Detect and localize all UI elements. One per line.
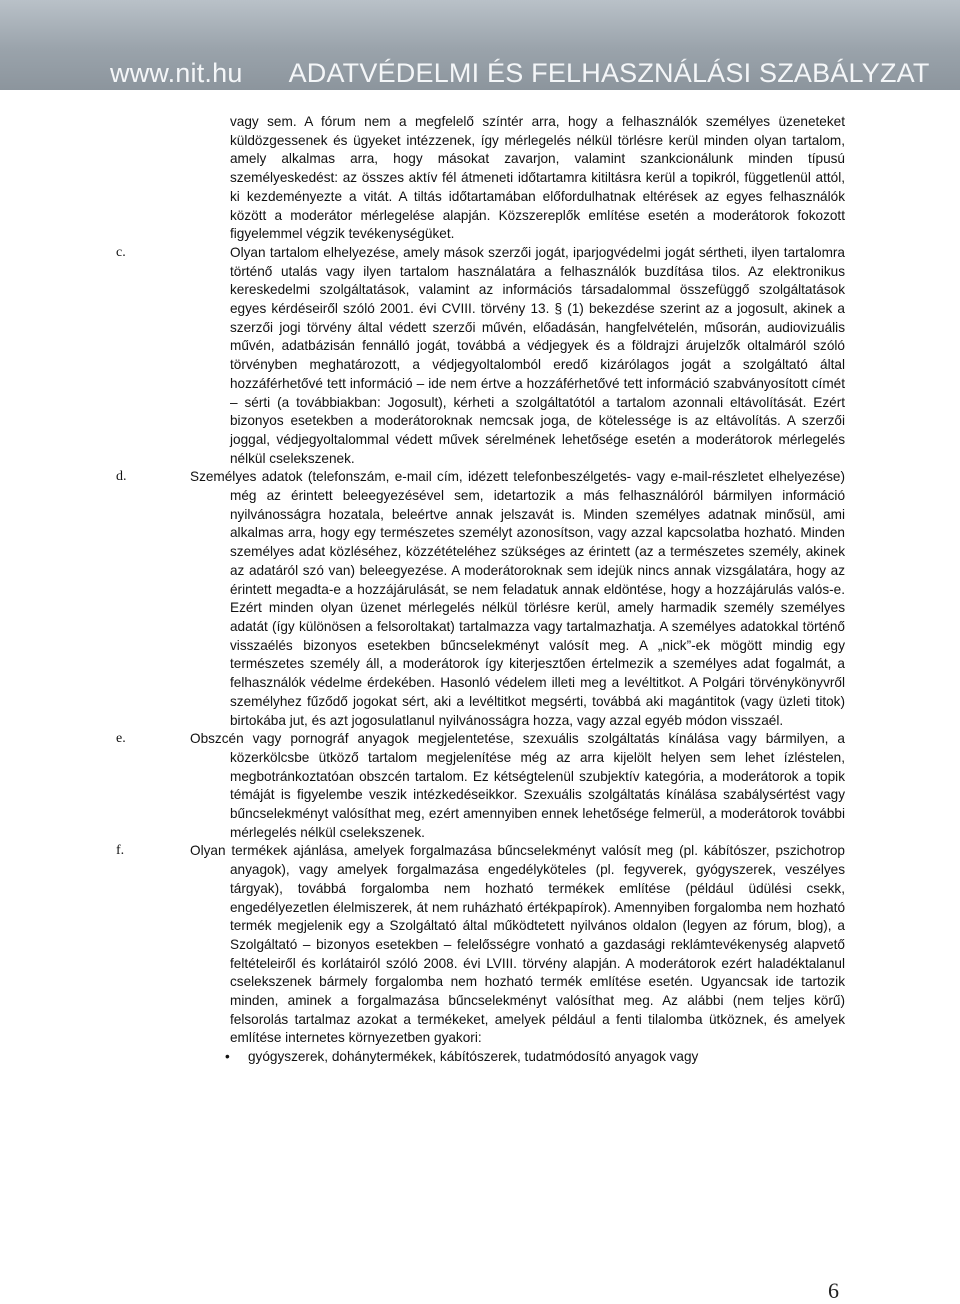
- bullet-icon: •: [225, 1049, 230, 1065]
- intro-paragraph: vagy sem. A fórum nem a megfelelő színtér arra, hogy a felhasználók személyes üzeneteket küldözgessenek és ügyeket intézzenek, így mérlegelés nélkül törlésre kerül minden olyan tartalom, amely alkalmas arra, hogy másokat zavarjon, valamint szankcionálunk minden típusú személyeskedést: az összes aktív fél átmeneti időtartamra kitiltásra kerül a topikról, függetlenül attól, ki kezdeményezte a vitát. A tiltás időtartamában előfordulhatnak eltérések az egyes felhasználók között a moderátor mérlegelése alapján. Közszereplők említése esetén a moderátorok fokozott figyelemmel végzik tevékenységüket.: [230, 114, 845, 242]
- page-number: 6: [828, 1278, 839, 1303]
- bullet-text: gyógyszerek, dohánytermékek, kábítószerek, tudatmódosító anyagok vagy: [248, 1049, 699, 1065]
- list-item-letter: e.: [116, 731, 126, 747]
- list-item-d: [116, 468, 845, 730]
- list-item-text-content: Olyan termékek ajánlása, amelyek forgalmazása bűncselekményt valósít meg (pl. kábítószer, pszichotrop anyagok), vagy amelyek forgalmazása engedélyköteles (pl. fegyverek, gyógyszerek, veszélyes tárgyak), továbbá forgalomba nem hozható termékek említése (például üdülési csekk, engedélyezetlen élelmiszerek, át nem ruházható értékpapírok). Amennyiben forgalomba nem hozható termék megjelenik egy a Szolgáltató által működtetett nyilvános oldalon (legyen az fórum, blog), a Szolgáltató – bizonyos esetekben – felelősségre vonható a gazdasági reklámtevékenység alapvető feltételeiről és korlátairól szóló 2008. évi LVIII. törvény alapján. A moderátorok ezért haladéktalanul cselekszenek bármely forgalomba nem hozható termék említése esetén. Ugyancsak ide tartozik minden, aminek a forgalmazása bűncselekményt valósíthat meg. Az alábbi (nem teljes körű) felsorolás tartalmaz azokat a termékeket, amelyek például a fenti tilalomba ütköznek, és amelyek említése internetes környezetben gyakori:: [190, 843, 845, 1046]
- list-item-text: [190, 730, 845, 842]
- site-url: www.nit.hu: [110, 58, 243, 88]
- document-title: ADATVÉDELMI ÉS FELHASZNÁLÁSI SZABÁLYZAT: [288, 58, 930, 88]
- header-text: [110, 58, 930, 89]
- list-item-text: [190, 468, 845, 730]
- list-item-letter: c.: [116, 244, 126, 260]
- bullet-item: [225, 1048, 845, 1067]
- list-item-text-content: Olyan tartalom elhelyezése, amely mások szerzői jogát, iparjogvédelmi jogát sértheti, ilyen tartalomra történő utalás vagy ilyen tartalom használatára a felhasználók buzdítása tilos. Az elektronikus kereskedelmi szolgáltatások, valamint az információs társadalommal összefüggő szolgáltatások egyes kérdéseiről szóló 2001. évi CVIII. törvény 13. § (1) bekezdése szerint az a jogosult, akinek a szerzői jogi törvény által védett szerzői művén, előadásán, hangfelvételén, műsorán, audiovizuális művén, adatbázisán fennálló jogát, továbbá a védjegyek és a földrajzi árujelzők oltalmáról szóló törvényben meghatározott, a védjegyoltalomból eredő kizárólagos jogát a szolgáltató által hozzáférhetővé tett információ – ide nem értve a hozzáférhetővé tett információ szabványosított címét – sérti (a továbbiakban: Jogosult), kérheti a szolgáltatótól a tartalom azonnali eltávolítását. Ezért bizonyos esetekben a moderátoroknak nemcsak joga, de kötelessége is az eltávolítás. A szerzői joggal, védjegyoltalommal védett művek sérelmének lehetősége esetén a moderátorok mérlegelés nélkül cselekszenek.: [230, 244, 845, 466]
- document-body: [116, 113, 845, 1067]
- list-item-text: [190, 244, 845, 468]
- list-item-c: [116, 244, 845, 468]
- list-item-text-content: Személyes adatok (telefonszám, e-mail cím, idézett telefonbeszélgetés- vagy e-mail-részletet elhelyezése) még az érintett beleegyezésével sem, idetartozik a más felhasználóról bármilyen információ nyilvánosságra hozatala, beleértve annak jelszavát is. Minden személyes adatnak minősül, ami alkalmas arra, hogy egy természetes személyt azonosítson, vagy azzal kapcsolatba hozható. Minden személyes adat közléséhez, közzétételéhez szükséges az érintett (az a természetes személy, akinek az adatáról szó van) beleegyezése. A moderátoroknak sem idejük nincs annak vizsgálatára, hogy az érintett megadta-e a hozzájárulását, se nem feladatuk annak eldöntése, hogy a hozzájárulás valós-e. Ezért minden olyan üzenet mérlegelés nélkül törlésre kerül, amely harmadik személy személyes adatát (így különösen a felsoroltakat) tartalmazza vagy tartalmazhatja. A személyes adatokkal történő visszaélés bizonyos esetekben bűncselekményt valósít meg. A „nick”-ek mögött mindig egy természetes személy áll, a moderátorok így kiterjesztően értelmezik a személyes adat fogalmát, a felhasználók védelme érdekében. Hasonló védelem illeti meg a levéltitkot. A Polgári törvénykönyvről személyhez fűződő jogokat sért, aki a levéltitkot megsérti, továbbá aki magántitok (vagy üzleti titok) birtokába jut, és azt jogosulatlanul nyilvánosságra hozza, vagy azzal egyéb módon visszaél.: [190, 469, 845, 728]
- list-item-text: [190, 842, 845, 1048]
- list-item-e: [116, 730, 845, 842]
- list-item-letter: f.: [116, 843, 125, 859]
- page-header-banner: [0, 0, 960, 90]
- list-item-letter: d.: [116, 469, 127, 485]
- list-item-f: [116, 842, 845, 1048]
- list-item-text-content: Obszcén vagy pornográf anyagok megjelentetése, szexuális szolgáltatás kínálása vagy bármilyen, a közerkölcsbe ütköző tartalom megjelenítése még az arra kijelölt helyen sem lehet ízléstelen, megbotránkoztatóan obszcén tartalom. Ez kétségtelenül szubjektív kategória, a moderátorok a topik témáját is figyelembe veszik intézkedéseikkor. Szexuális szolgáltatás kínálása szabálysértést vagy bűncselekményt valósíthat meg, ezért amennyiben ennek lehetősége felmerül, a moderátorok további mérlegelés nélkül cselekszenek.: [190, 731, 845, 840]
